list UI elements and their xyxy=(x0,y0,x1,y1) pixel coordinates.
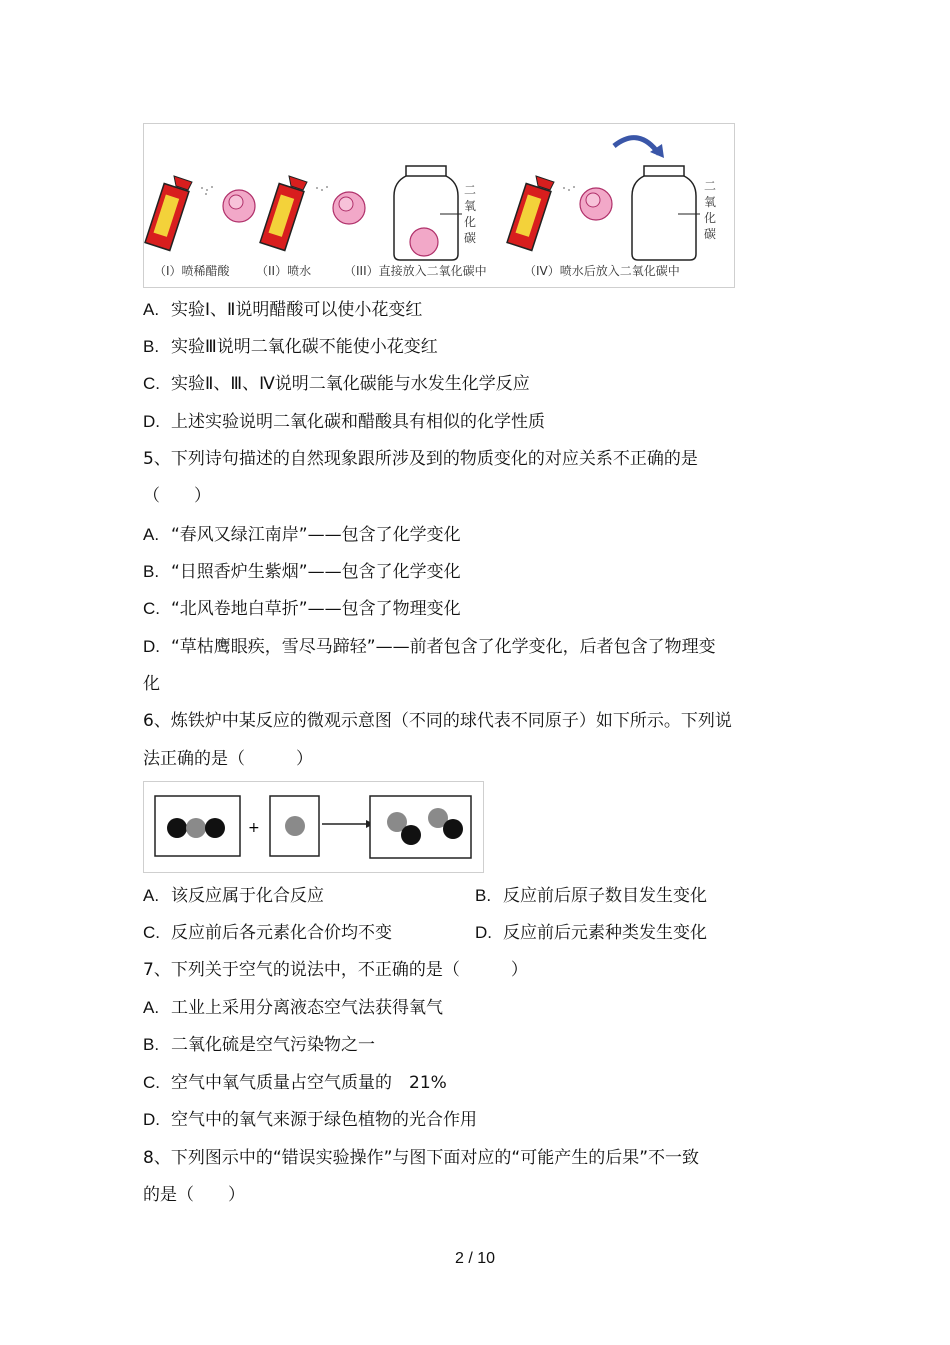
spray-bottle-icon xyxy=(145,176,192,250)
q5-stem: 5、下列诗句描述的自然现象跟所涉及到的物质变化的对应关系不正确的是 xyxy=(143,449,698,469)
q5-option-d: D. “草枯鹰眼疾，雪尽马蹄轻”——前者包含了化学变化，后者包含了物理变 xyxy=(143,637,716,657)
q6-option-d: D. 反应前后元素种类发生变化 xyxy=(475,923,707,943)
page-number: 2 / 10 xyxy=(454,1250,496,1267)
flower-icon xyxy=(580,188,612,220)
q6-stem-cont: 法正确的是（ ） xyxy=(143,749,313,769)
q4-option-a: A. 实验Ⅰ、Ⅱ说明醋酸可以使小花变红 xyxy=(143,300,423,320)
flower-icon xyxy=(223,190,255,222)
q5-option-b: B. “日照香炉生紫烟”——包含了化学变化 xyxy=(143,562,461,582)
caption-1: （I）喷稀醋酸 xyxy=(154,264,230,278)
reaction-illustration xyxy=(144,782,483,872)
q5-option-c: C. “北风卷地白草折”——包含了物理变化 xyxy=(143,599,461,619)
experiment-figure xyxy=(143,123,735,288)
q5-stem-cont: （ ） xyxy=(143,486,211,506)
q5-option-a: A. “春风又绿江南岸”——包含了化学变化 xyxy=(143,525,461,545)
q4-option-d: D. 上述实验说明二氧化碳和醋酸具有相似的化学性质 xyxy=(143,412,545,432)
q7-option-b: B. 二氧化硫是空气污染物之一 xyxy=(143,1035,375,1055)
gas-jar-icon xyxy=(394,166,462,260)
q6-option-c: C. 反应前后各元素化合价均不变 xyxy=(143,923,392,943)
q7-option-a: A. 工业上采用分离液态空气法获得氧气 xyxy=(143,998,443,1018)
caption-4: （IV）喷水后放入二氧化碳中 xyxy=(524,264,680,278)
q6-option-b: B. 反应前后原子数目发生变化 xyxy=(475,886,707,906)
reaction-diagram xyxy=(143,781,484,873)
q8-stem-cont: 的是（ ） xyxy=(143,1185,245,1205)
jar-label: 二氧化碳 xyxy=(464,183,477,245)
flower-icon xyxy=(333,192,365,224)
spray-bottle-icon xyxy=(507,176,554,250)
q7-option-d: D. 空气中的氧气来源于绿色植物的光合作用 xyxy=(143,1110,477,1130)
q6-stem: 6、炼铁炉中某反应的微观示意图（不同的球代表不同原子）如下所示。下列说 xyxy=(143,711,732,731)
caption-2: （II）喷水 xyxy=(256,264,312,278)
q8-stem: 8、下列图示中的“错误实验操作”与图下面对应的“可能产生的后果”不一致 xyxy=(143,1148,700,1168)
q5-option-d-cont: 化 xyxy=(143,674,160,694)
plus-sign: + xyxy=(248,820,260,836)
svg-text:二氧化碳: 二氧化碳 xyxy=(704,179,717,241)
q4-option-c: C. 实验Ⅱ、Ⅲ、Ⅳ说明二氧化碳能与水发生化学反应 xyxy=(143,374,530,394)
spray-bottle-icon xyxy=(260,176,307,250)
experiment-illustration xyxy=(144,124,734,287)
caption-3: （III）直接放入二氧化碳中 xyxy=(344,264,487,278)
q4-option-b: B. 实验Ⅲ说明二氧化碳不能使小花变红 xyxy=(143,337,438,357)
q7-option-c: C. 空气中氧气质量占空气质量的 21% xyxy=(143,1073,447,1093)
q6-option-a: A. 该反应属于化合反应 xyxy=(143,886,324,906)
q7-stem: 7、下列关于空气的说法中，不正确的是（ ） xyxy=(143,960,528,980)
gas-jar-icon xyxy=(632,166,700,260)
